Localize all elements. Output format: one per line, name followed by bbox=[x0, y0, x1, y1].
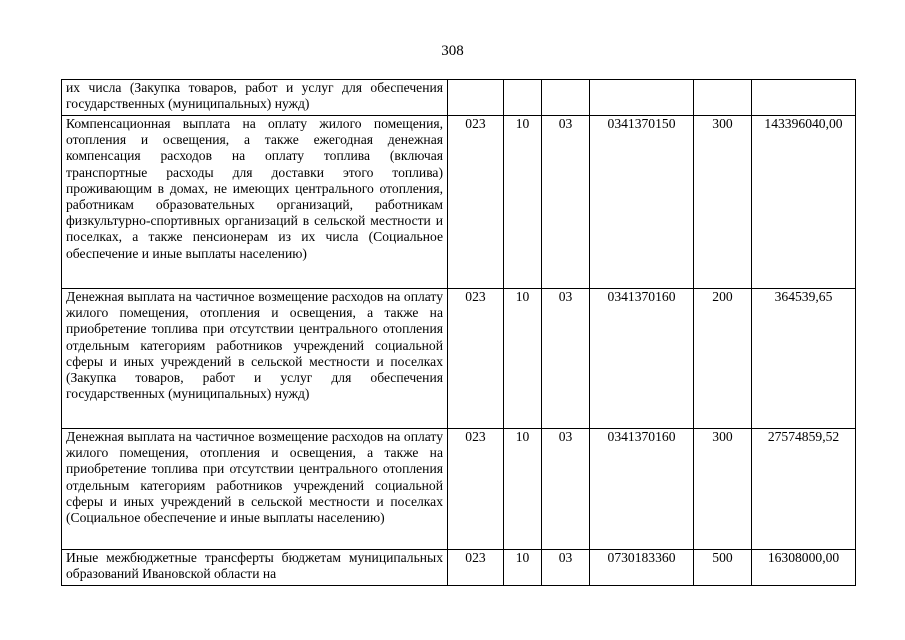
table-row bbox=[62, 429, 856, 550]
target-article-code: 0341370150 bbox=[590, 116, 694, 289]
grbs-code: 023 bbox=[448, 429, 504, 550]
page-number: 308 bbox=[441, 43, 464, 59]
section-code: 10 bbox=[504, 289, 542, 429]
subsection-code: 03 bbox=[542, 116, 590, 289]
expense-type-code: 500 bbox=[694, 550, 752, 586]
subsection-code: 03 bbox=[542, 550, 590, 586]
target-article-code: 0341370160 bbox=[590, 289, 694, 429]
target-article-code: 0341370160 bbox=[590, 429, 694, 550]
target-article-code: 0730183360 bbox=[590, 550, 694, 586]
table-row bbox=[62, 80, 856, 116]
section-code: 10 bbox=[504, 550, 542, 586]
row-description: Иные межбюджетные трансферты бюджетам муниципальных образований Ивановской области на bbox=[62, 550, 448, 586]
subsection-code: 03 bbox=[542, 429, 590, 550]
expense-type-code: 300 bbox=[694, 116, 752, 289]
expense-type-code: 200 bbox=[694, 289, 752, 429]
amount: 143396040,00 bbox=[752, 116, 856, 289]
grbs-code: 023 bbox=[448, 289, 504, 429]
table-row bbox=[62, 116, 856, 289]
expense-type-code bbox=[694, 80, 752, 116]
subsection-code: 03 bbox=[542, 289, 590, 429]
section-code bbox=[504, 80, 542, 116]
section-code: 10 bbox=[504, 116, 542, 289]
grbs-code bbox=[448, 80, 504, 116]
subsection-code bbox=[542, 80, 590, 116]
target-article-code bbox=[590, 80, 694, 116]
section-code: 10 bbox=[504, 429, 542, 550]
row-description: их числа (Закупка товаров, работ и услуг для обеспечения государственных (муниципальных) нужд) bbox=[62, 80, 448, 116]
budget-table bbox=[61, 79, 856, 586]
table-row bbox=[62, 550, 856, 586]
amount: 364539,65 bbox=[752, 289, 856, 429]
table-row bbox=[62, 289, 856, 429]
row-description: Компенсационная выплата на оплату жилого помещения, отопления и освещения, а также ежегодная денежная компенсация расходов на оплату топлива (включая транспортные расходы для доставки этого топлива) проживающим в домах, не имеющих центрального отопления, работникам образовательных организаций, работникам физкультурно-спортивных организаций в сельской местности и поселках, а также пенсионерам из их числа (Социальное обеспечение и иные выплаты населению) bbox=[62, 116, 448, 289]
amount: 27574859,52 bbox=[752, 429, 856, 550]
amount bbox=[752, 80, 856, 116]
row-description: Денежная выплата на частичное возмещение расходов на оплату жилого помещения, отопления и освещения, а также на приобретение топлива при отсутствии центрального отопления отдельным категориям работников учреждений социальной сферы и иных учреждений в сельской местности и поселках (Закупка товаров, работ и услуг для обеспечения государственных (муниципальных) нужд) bbox=[62, 289, 448, 429]
expense-type-code: 300 bbox=[694, 429, 752, 550]
grbs-code: 023 bbox=[448, 550, 504, 586]
row-description: Денежная выплата на частичное возмещение расходов на оплату жилого помещения, отопления и освещения, а также на приобретение топлива при отсутствии центрального отопления отдельным категориям работников учреждений социальной сферы и иных учреждений в сельской местности и поселках (Социальное обеспечение и иные выплаты населению) bbox=[62, 429, 448, 550]
amount: 16308000,00 bbox=[752, 550, 856, 586]
grbs-code: 023 bbox=[448, 116, 504, 289]
